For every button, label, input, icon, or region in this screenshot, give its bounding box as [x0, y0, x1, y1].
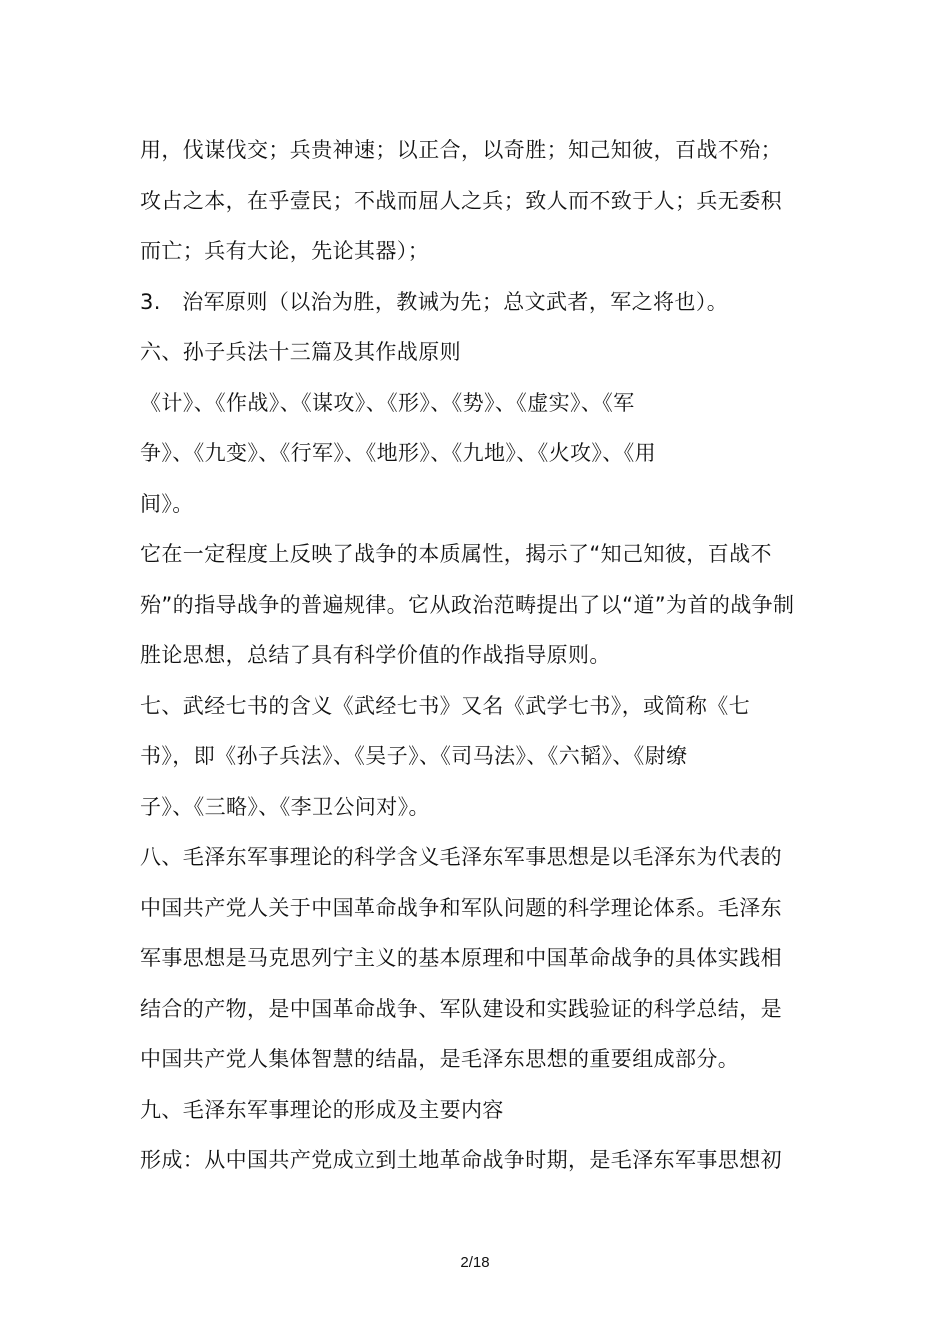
text-line: 结合的产物，是中国革命战争、军队建设和实践验证的科学总结，是	[140, 996, 782, 1021]
text-line: 争》、《九变》、《行军》、《地形》、《九地》、《火攻》、《用	[140, 441, 656, 465]
text-line: 用，伐谋伐交；兵贵神速；以正合，以奇胜；知己知彼，百战不殆；	[140, 138, 782, 162]
text-line: 子》、《三略》、《李卫公问对》。	[140, 794, 430, 819]
body-text	[140, 125, 820, 1186]
text-line: 胜论思想，总结了具有科学价值的作战指导原则。	[140, 643, 611, 667]
text-line: 它在一定程度上反映了战争的本质属性，揭示了“知己知彼，百战不	[140, 542, 772, 566]
section-heading: 九、毛泽东军事理论的形成及主要内容	[140, 1097, 504, 1122]
text-line: 而亡；兵有大论，先论其器）；	[140, 239, 430, 263]
text-line: 攻占之本，在乎壹民；不战而屈人之兵；致人而不致于人；兵无委积	[140, 188, 782, 213]
text-line: 殆”的指导战争的普遍规律。它从政治范畴提出了以“道”为首的战争制	[140, 592, 795, 617]
text-line: 中国共产党人关于中国革命战争和军队问题的科学理论体系。毛泽东	[140, 895, 782, 920]
section-heading: 七、武经七书的含义《武经七书》又名《武学七书》，或简称《七	[140, 693, 751, 718]
text-line: 军事思想是马克思列宁主义的基本原理和中国革命战争的具体实践相	[140, 946, 782, 970]
section-heading: 六、孙子兵法十三篇及其作战原则	[140, 340, 461, 364]
page-number: 2/18	[460, 1254, 490, 1271]
text-line: 书》，即《孙子兵法》、《吴子》、《司马法》、《六韬》、《尉缭	[140, 744, 688, 768]
text-line: 中国共产党人集体智慧的结晶，是毛泽东思想的重要组成部分。	[140, 1047, 740, 1071]
text-line: 形成：从中国共产党成立到土地革命战争时期，是毛泽东军事思想初	[140, 1148, 782, 1172]
section-heading: 八、毛泽东军事理论的科学含义毛泽东军事思想是以毛泽东为代表的	[140, 845, 782, 869]
text-line: 3. 治军原则（以治为胜，教诫为先；总文武者，军之将也）。	[140, 289, 729, 314]
text-line: 《计》、《作战》、《谋攻》、《形》、《势》、《虚实》、《军	[140, 390, 635, 415]
text-line: 间》。	[140, 491, 194, 516]
